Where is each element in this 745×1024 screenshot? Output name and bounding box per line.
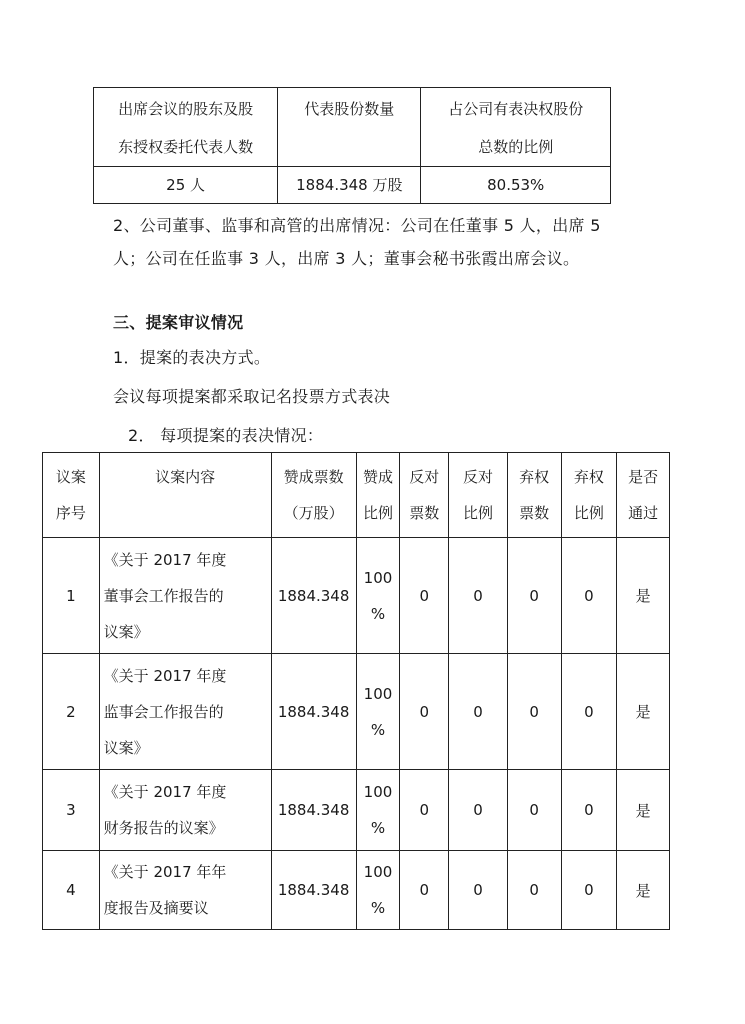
against-votes: 0 [400,654,449,770]
table-row [43,538,670,654]
for-votes: 1884.348 [271,851,356,930]
abstain-votes: 0 [507,654,561,770]
header-line: 出席会议的股东及股 [118,100,254,118]
row-number: 1 [43,538,100,654]
abstain-votes: 0 [507,538,561,654]
header-line: 是否 [628,468,659,486]
abstain-votes: 0 [507,770,561,851]
voting-method-title: 1．提案的表决方式。 [113,348,271,367]
resolution-header-row [43,453,670,538]
passed: 是 [617,770,670,851]
attendance-value-row [94,167,611,204]
proposal-content [99,770,271,851]
proposal-content [99,851,271,930]
against-ratio: 0 [449,770,508,851]
content-line: 《关于 2017 年度 [103,550,227,569]
header-line: 反对 [409,468,440,486]
header-cell [356,453,400,538]
abstain-ratio: 0 [561,654,617,770]
header-line: 弃权 [519,468,550,486]
against-ratio: 0 [449,851,508,930]
ratio-line: 100 [363,783,393,801]
header-line: 赞成 [362,468,393,486]
header-line: 票数 [409,504,440,522]
directors-attendance-paragraph: 2、公司董事、监事和高管的出席情况：公司在任董事 5 人，出席 5 人；公司在任监事 3 人，出席 3 人；董事会秘书张霞出席会议。 [113,216,601,268]
header-line: 比例 [462,504,493,522]
header-line: 反对 [462,468,493,486]
proposal-content [99,654,271,770]
ratio-line: % [370,819,386,837]
section-heading: 三、提案审议情况 [113,313,244,332]
against-votes: 0 [400,770,449,851]
header-cell [561,453,617,538]
header-line: 赞成票数 [283,468,344,486]
row-number: 4 [43,851,100,930]
header-share-amount [278,88,421,167]
ratio-line: 100 [363,863,393,881]
content-line: 度报告及摘要议 [103,899,209,917]
attendee-count: 25 人 [94,167,278,204]
content-line: 《关于 2017 年年 [103,863,227,881]
against-ratio: 0 [449,538,508,654]
table-row [43,654,670,770]
against-votes: 0 [400,851,449,930]
header-line: 比例 [362,504,393,522]
header-shareholder-count [94,88,278,167]
voting-method-text: 会议每项提案都采取记名投票方式表决 [113,387,391,406]
header-cell [449,453,508,538]
header-line: 比例 [573,504,604,522]
share-ratio: 80.53% [421,167,611,204]
for-ratio [356,654,400,770]
row-number: 2 [43,654,100,770]
row-number: 3 [43,770,100,851]
header-line: 议案内容 [155,468,216,486]
content-line: 监事会工作报告的 [103,702,224,721]
header-share-ratio [421,88,611,167]
passed: 是 [617,851,670,930]
header-cell [99,453,271,538]
voting-result-title: 2． 每项提案的表决情况： [128,426,324,445]
for-votes: 1884.348 [271,538,356,654]
ratio-line: % [370,899,386,917]
header-line: 东授权委托代表人数 [118,138,254,156]
content-line: 议案》 [103,738,149,757]
ratio-line: 100 [363,568,393,587]
header-line: 票数 [519,504,550,522]
header-line: 占公司有表决权股份 [448,100,584,118]
passed: 是 [617,538,670,654]
abstain-ratio: 0 [561,770,617,851]
header-line: 代表股份数量 [304,100,395,118]
content-line: 议案》 [103,622,149,641]
table-row [43,851,670,930]
table-row [43,770,670,851]
for-votes: 1884.348 [271,770,356,851]
attendance-table [93,87,611,204]
header-line: （万股） [283,504,344,522]
ratio-line: 100 [363,684,393,703]
header-line: 弃权 [573,468,604,486]
abstain-ratio: 0 [561,851,617,930]
attendance-header-row [94,88,611,167]
share-amount: 1884.348 万股 [278,167,421,204]
abstain-votes: 0 [507,851,561,930]
content-line: 董事会工作报告的 [103,586,224,605]
for-ratio [356,770,400,851]
header-cell [507,453,561,538]
content-line: 财务报告的议案》 [103,819,224,837]
content-line: 《关于 2017 年度 [103,666,227,685]
ratio-line: % [370,720,386,739]
header-line: 序号 [55,504,86,522]
for-ratio [356,851,400,930]
proposal-content [99,538,271,654]
header-line: 通过 [628,504,659,522]
resolution-table [42,452,670,930]
abstain-ratio: 0 [561,538,617,654]
for-ratio [356,538,400,654]
header-cell [271,453,356,538]
header-cell [400,453,449,538]
header-line: 议案 [55,468,86,486]
ratio-line: % [370,604,386,623]
against-votes: 0 [400,538,449,654]
header-line: 总数的比例 [478,138,554,156]
header-cell [617,453,670,538]
header-cell [43,453,100,538]
for-votes: 1884.348 [271,654,356,770]
content-line: 《关于 2017 年度 [103,783,227,801]
passed: 是 [617,654,670,770]
against-ratio: 0 [449,654,508,770]
